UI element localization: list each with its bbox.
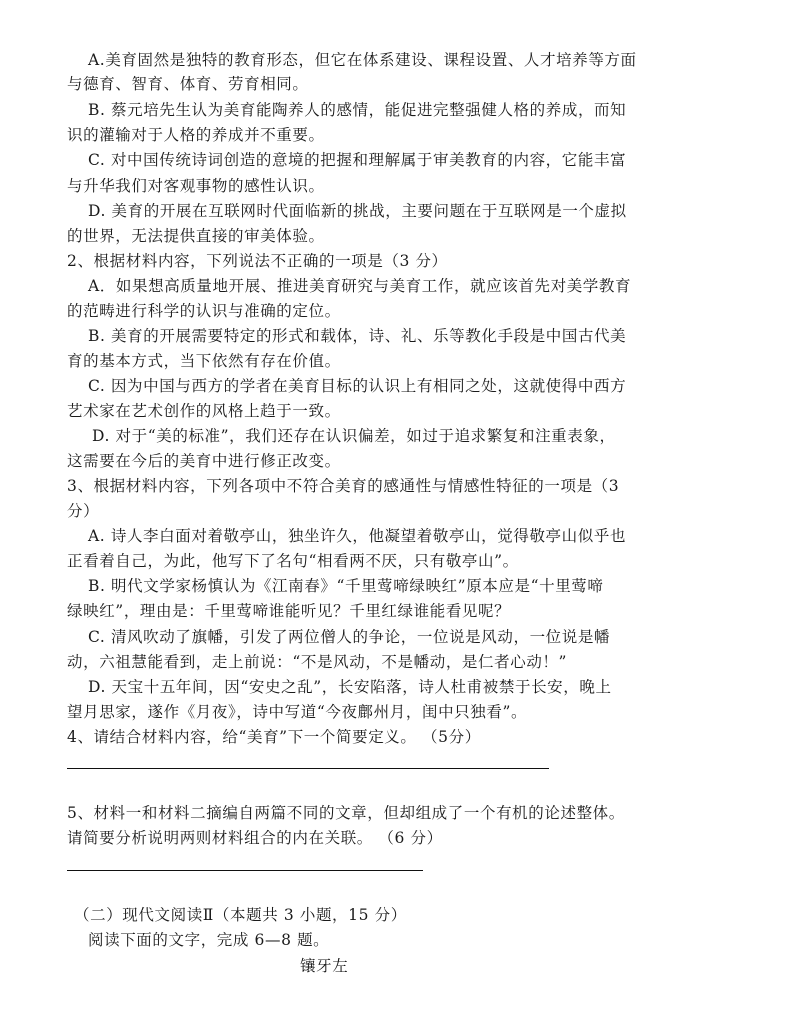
passage-title: 镶牙左 bbox=[300, 957, 349, 975]
q3-stem-line2: 分） bbox=[67, 502, 100, 520]
q3-option-c-line1: C. 清风吹动了旗幡，引发了两位僧人的争论，一位说是风动，一位说是幡 bbox=[88, 628, 611, 646]
q2-option-a-line1: A．如果想高质量地开展、推进美育研究与美育工作，就应该首先对美学教育 bbox=[88, 277, 632, 295]
q2-option-a-line2: 的范畴进行科学的认识与准确的定位。 bbox=[67, 302, 341, 320]
q1-option-d-line2: 的世界，无法提供直接的审美体验。 bbox=[67, 227, 325, 245]
q5-answer-line[interactable] bbox=[67, 870, 423, 871]
q3-option-d-line1: D. 天宝十五年间，因“安史之乱”，长安陷落，诗人杜甫被禁于长安，晚上 bbox=[88, 678, 612, 696]
q1-option-c-line1: C. 对中国传统诗词创造的意境的把握和理解属于审美教育的内容，它能丰富 bbox=[88, 151, 627, 169]
q1-option-a-line2: 与德育、智育、体育、劳育相同。 bbox=[67, 75, 309, 93]
q3-stem-line1: 3、根据材料内容，下列各项中不符合美育的感通性与情感性特征的一项是（3 bbox=[67, 477, 620, 495]
section2-instruction: 阅读下面的文字，完成 6—8 题。 bbox=[88, 931, 330, 949]
q1-option-a-line1: A.美育固然是独特的教育形态，但它在体系建设、课程设置、人才培养等方面 bbox=[88, 51, 637, 69]
q4-stem: 4、请结合材料内容，给“美育”下一个简要定义。 （5分） bbox=[67, 728, 481, 746]
q2-option-b-line2: 育的基本方式，当下依然有存在价值。 bbox=[67, 352, 341, 370]
q2-option-d-line2: 这需要在今后的美育中进行修正改变。 bbox=[67, 452, 341, 470]
q2-option-b-line1: B. 美育的开展需要特定的形式和载体，诗、礼、乐等教化手段是中国古代美 bbox=[88, 327, 627, 345]
q2-option-c-line2: 艺术家在艺术创作的风格上趋于一致。 bbox=[67, 402, 341, 420]
q1-option-b-line2: 识的灌输对于人格的养成并不重要。 bbox=[67, 126, 325, 144]
section2-heading: （二）现代文阅读Ⅱ（本题共 3 小题，15 分） bbox=[74, 906, 407, 924]
q3-option-c-line2: 动，六祖慧能看到，走上前说：“不是风动，不是幡动，是仁者心动！” bbox=[67, 653, 568, 671]
q3-option-a-line2: 正看着自己，为此，他写下了名句“相看两不厌，只有敬亭山”。 bbox=[67, 552, 519, 570]
q4-answer-line[interactable] bbox=[67, 768, 549, 769]
q1-option-d-line1: D. 美育的开展在互联网时代面临新的挑战，主要问题在于互联网是一个虚拟 bbox=[88, 202, 627, 220]
q1-option-c-line2: 与升华我们对客观事物的感性认识。 bbox=[67, 177, 325, 195]
q3-option-b-line2: 绿映红”，理由是：千里莺啼谁能听见？千里红绿谁能看见呢？ bbox=[67, 602, 511, 620]
q5-stem-line1: 5、材料一和材料二摘编自两篇不同的文章，但却组成了一个有机的论述整体。 bbox=[67, 804, 625, 822]
q2-stem: 2、根据材料内容，下列说法不正确的一项是（3 分） bbox=[67, 252, 448, 270]
q3-option-a-line1: A. 诗人李白面对着敬亭山，独坐许久，他凝望着敬亭山，觉得敬亭山似乎也 bbox=[88, 527, 627, 545]
q2-option-d-line1: D. 对于“美的标准”，我们还存在认识偏差，如过于追求繁复和注重表象， bbox=[92, 427, 616, 445]
q5-stem-line2: 请简要分析说明两则材料组合的内在关联。 （6 分） bbox=[67, 829, 443, 847]
q3-option-b-line1: B. 明代文学家杨慎认为《江南春》“千里莺啼绿映红”原本应是“十里莺啼 bbox=[88, 577, 604, 595]
q2-option-c-line1: C. 因为中国与西方的学者在美育目标的认识上有相同之处，这就使得中西方 bbox=[88, 377, 627, 395]
q3-option-d-line2: 望月思家，遂作《月夜》，诗中写道“今夜鄜州月，闺中只独看”。 bbox=[67, 703, 528, 721]
q1-option-b-line1: B. 蔡元培先生认为美育能陶养人的感情，能促进完整强健人格的养成，而知 bbox=[88, 101, 627, 119]
